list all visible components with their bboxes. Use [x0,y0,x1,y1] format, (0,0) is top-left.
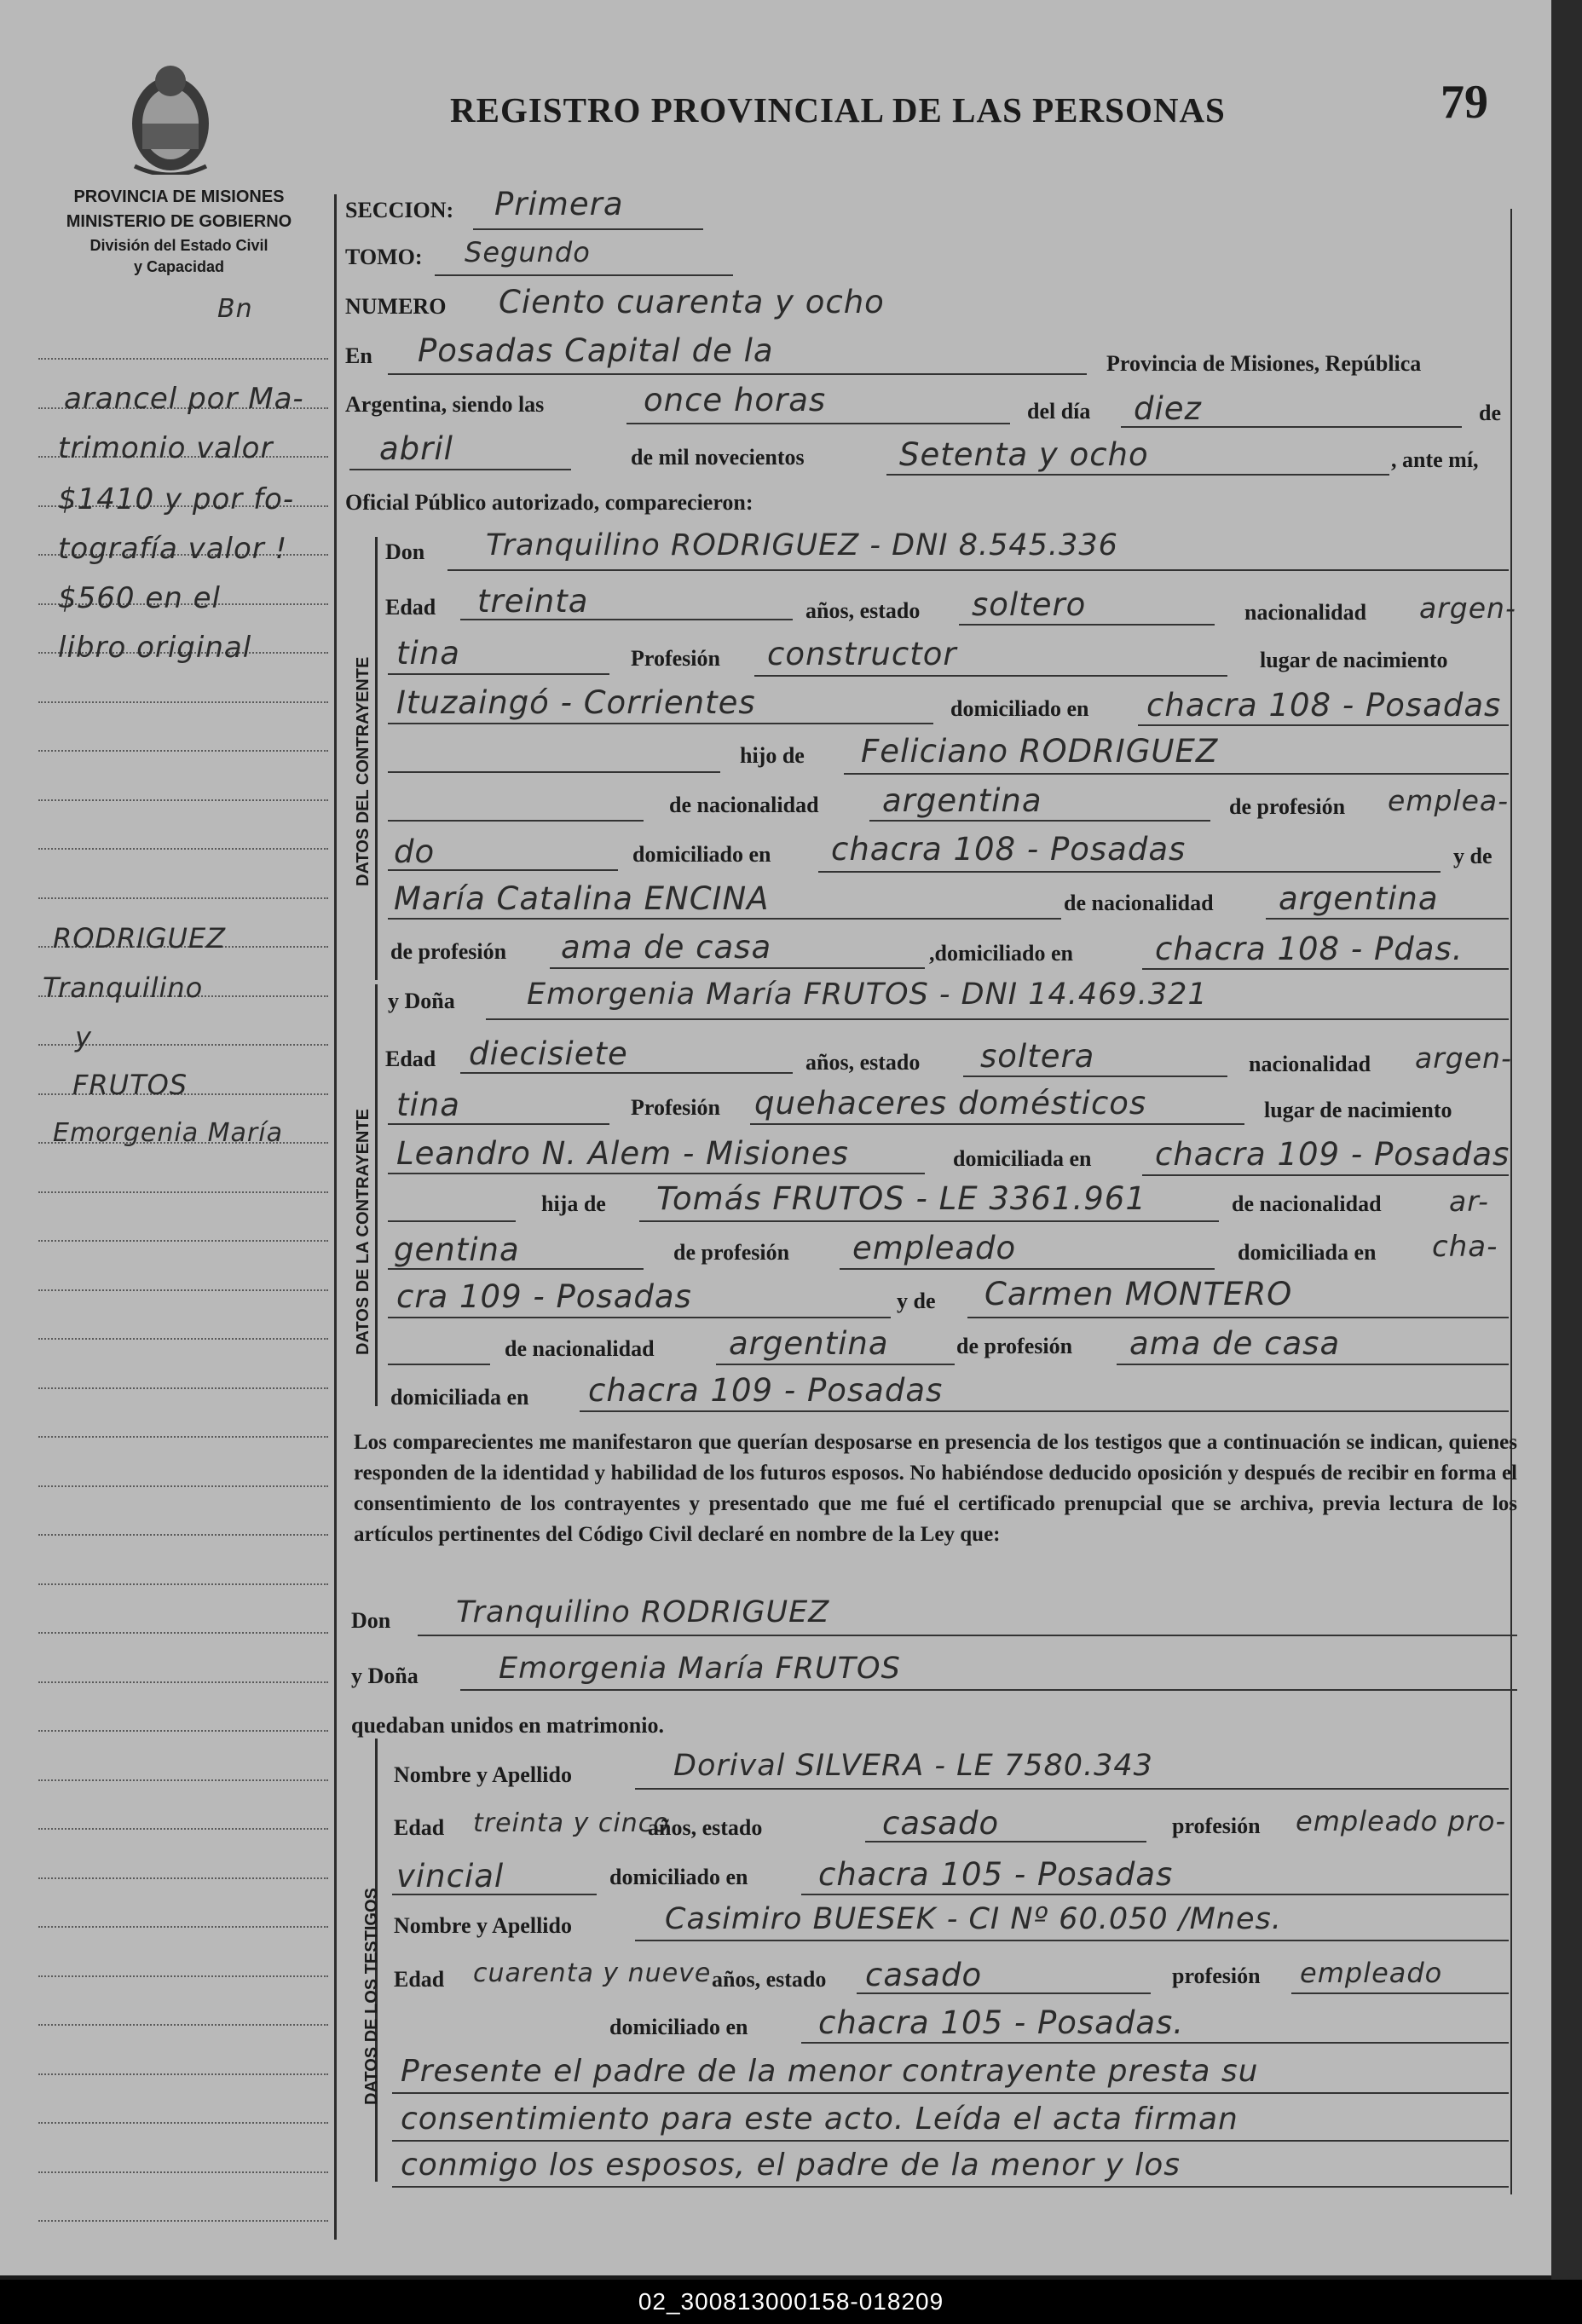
margin-rule [38,1338,328,1340]
underline [392,2140,1509,2142]
edad-label: Edad [385,595,436,620]
page-title: REGISTRO PROVINCIAL DE LAS PERSONAS [450,90,1226,130]
margin-note-line: libro original [58,631,252,665]
main-right-border [1510,209,1512,2194]
bride-age: diecisiete [469,1035,628,1072]
edad-label: Edad [394,1967,445,1992]
bride-underline [486,1018,1509,1020]
margin-rule [38,2220,328,2222]
groom-father-profession: emplea- [1388,784,1509,817]
underline [460,1072,793,1074]
bride-mother-profession: ama de casa [1129,1325,1341,1362]
underline [388,820,644,822]
margin-name-line: y [75,1021,92,1053]
closing-note-line: consentimiento para este acto. Leída el acta firman [401,2102,1238,2137]
anos-estado-label: años, estado [648,1815,763,1840]
anio-underline [886,474,1389,476]
underline [580,1410,1509,1412]
groom-mother-address: chacra 108 - Pdas. [1155,931,1464,967]
bride-father-address: cha- [1432,1230,1498,1264]
coat-of-arms-icon [119,47,222,175]
lugar-nac-label: lugar de nacimiento [1264,1098,1452,1122]
margin-rule [38,358,328,360]
margin-rule [38,1485,328,1487]
underline [550,967,925,969]
underline [388,869,618,871]
underline [801,2042,1509,2044]
underline [388,1173,925,1174]
bride-address: chacra 109 - Posadas [1155,1136,1510,1173]
provincia-label: Provincia de Misiones, República [1106,351,1422,376]
profesion-label: profesión [1172,1964,1261,1988]
underline [388,1220,516,1222]
y-de-label: y de [1453,844,1493,868]
don-label: Don [385,539,425,564]
contrayente-f-section-label: DATOS DE LA CONTRAYENTE [354,1109,372,1355]
underline [388,1364,490,1365]
profesion-label: profesión [1172,1814,1261,1838]
underline [963,1075,1227,1077]
margin-rule [38,2024,328,2026]
groom-father: Feliciano RODRIGUEZ [861,733,1219,770]
nombre-apellido-label: Nombre y Apellido [394,1762,572,1787]
bride-mother-address: chacra 109 - Posadas [588,1372,944,1409]
witness2-age: cuarenta y nueve [473,1958,712,1988]
margin-rule [38,1877,328,1879]
closing-note-line: Presente el padre de la menor contrayente presta su [401,2054,1259,2089]
underline [967,1317,1509,1318]
folio-number: 79 [1441,76,1488,129]
declaration-paragraph: Los comparecientes me manifestaron que querían desposarse en presencia de los testigos que a continuación se indican, quienes responden de la identidad y habilidad de los futuros esposos. No habiéndose deducido oposición y después de recibir en forma el consentimiento de los contrayentes y presentado que me fué el certificado prenupcial que se archiva, previa lectura de los artículos pertinentes del Código Civil declaré en nombre de la Ley que: [354,1431,1517,1546]
bride-status: soltera [980,1038,1095,1075]
groom-father-profession-cont: do [394,833,436,870]
numero-label: NUMERO [345,294,447,319]
lugar-value: Posadas Capital de la [418,332,774,369]
nacionalidad-label: nacionalidad [1249,1052,1371,1076]
province-header [34,187,324,276]
underline [844,773,1509,775]
witness1-age: treinta y cinco [473,1808,670,1838]
margin-rule [38,1191,328,1193]
declared-bride: Emorgenia María FRUTOS [499,1652,901,1686]
underline [388,1268,644,1270]
underline [754,675,1227,677]
lugar-nac-label: lugar de nacimiento [1260,648,1448,672]
margin-rule [38,1289,328,1291]
groom-address: chacra 108 - Posadas [1146,687,1502,724]
domiciliada-label: domiciliada en [953,1146,1092,1171]
underline [392,2092,1509,2094]
groom-nationality: argen- [1419,591,1516,625]
underline [865,1841,1146,1842]
underline [388,1123,609,1125]
witness1-status: casado [882,1805,1000,1842]
underline [388,673,609,675]
underline [818,871,1441,873]
numero-value: Ciento cuarenta y ocho [499,284,885,320]
margin-rule [38,799,328,801]
underline [639,1220,1219,1222]
witness1-address: chacra 105 - Posadas [818,1856,1174,1893]
bride-mother-nationality: argentina [729,1325,889,1362]
profesion-label: Profesión [631,646,720,671]
don-label: Don [351,1608,391,1633]
groom-underline [447,569,1509,571]
margin-rule [38,1828,328,1830]
edad-label: Edad [385,1047,436,1071]
margin-note-line: arancel por Ma- [64,382,304,416]
bride-nationality-cont: tina [396,1087,460,1123]
margin-rule [38,897,328,899]
de-nacionalidad-label: de nacionalidad [1064,891,1214,915]
bride-father-profession: empleado [852,1230,1017,1266]
file-id-footer: 02_300813000158-018209 [0,2280,1582,2324]
underline [1142,1174,1509,1176]
groom-mother-profession: ama de casa [561,929,772,966]
anio-value: Setenta y ocho [899,436,1149,473]
bride-father: Tomás FRUTOS - LE 3361.961 [656,1180,1146,1217]
underline [1142,968,1509,970]
nacionalidad-label: nacionalidad [1244,600,1367,625]
margin-rule [38,1681,328,1683]
margin-rule [38,1779,328,1781]
ministry-line: MINISTERIO DE GOBIERNO [66,212,292,231]
section-bracket [375,537,378,980]
bride-birthplace: Leandro N. Alem - Misiones [396,1135,849,1172]
de-profesion-label: de profesión [956,1334,1073,1358]
mes-underline [349,469,571,470]
underline [460,619,793,620]
witness2-name: Casimiro BUESEK - CI Nº 60.050 /Mnes. [665,1902,1282,1936]
main-left-border [334,194,337,2240]
witness1-profession-cont: vincial [396,1858,505,1894]
ante-mi-label: , ante mí, [1391,447,1479,472]
de-profesion-label: de profesión [1229,794,1346,819]
hija-de-label: hija de [541,1191,606,1216]
bride-nationality: argen- [1415,1041,1512,1075]
de-nacionalidad-label: de nacionalidad [1232,1191,1382,1216]
margin-note-line: $560 en el [58,581,221,615]
dia-value: diez [1134,390,1202,427]
bride-father-nationality-cont: gentina [394,1231,520,1268]
initials: Bn [217,294,253,324]
anos-estado-label: años, estado [805,598,921,623]
groom-mother: María Catalina ENCINA [394,880,770,917]
margin-name-line: Emorgenia María [53,1118,283,1148]
unidos-label: quedaban unidos en matrimonio. [351,1713,664,1738]
margin-rule [38,2122,328,2124]
groom-profession: constructor [767,636,957,672]
underline [716,1364,955,1365]
underline [959,624,1215,626]
margin-rule [38,1534,328,1536]
underline [857,1992,1151,1994]
underline [460,1689,1517,1691]
witness2-address: chacra 105 - Posadas. [818,2004,1185,2041]
domiciliada-label: domiciliada en [1238,1240,1377,1265]
witness2-profession: empleado [1300,1957,1443,1989]
margin-note-line: tografía valor ! [58,532,288,566]
underline [388,918,1061,920]
margin-name-line: Tranquilino [43,972,204,1004]
closing-note-line: conmigo los esposos, el padre de la menor y los [401,2148,1181,2183]
anos-estado-label: años, estado [805,1050,921,1075]
margin-rule [38,750,328,752]
declared-groom: Tranquilino RODRIGUEZ [456,1595,830,1629]
section-bracket [375,984,378,1406]
margin-rule [38,1436,328,1438]
groom-birthplace: Ituzaingó - Corrientes [396,684,756,721]
margin-note-line: trimonio valor [58,431,274,465]
underline [1266,918,1509,920]
bride-father-address-cont: cra 109 - Posadas [396,1278,692,1315]
de-profesion-label: de profesión [673,1240,790,1265]
underline [388,771,720,773]
y-dona-label: y Doña [351,1664,419,1688]
domiciliado-label: domiciliado en [950,696,1089,721]
bride-father-nationality: ar- [1449,1185,1489,1218]
groom-age: treinta [477,583,589,620]
lugar-underline [388,373,1087,375]
margin-rule [38,1240,328,1242]
profesion-label: Profesión [631,1095,720,1120]
edad-label: Edad [394,1815,445,1840]
margin-rule [38,1583,328,1585]
margin-note-line: $1410 y por fo- [58,482,295,516]
contrayente-section-label: DATOS DEL CONTRAYENTE [354,656,372,886]
underline [801,1894,1509,1895]
de-nacionalidad-label: de nacionalidad [505,1336,655,1361]
del-dia-label: del día [1027,399,1091,424]
underline [392,1894,597,1895]
hora-value: once horas [644,382,827,418]
domiciliada-label: domiciliada en [390,1385,529,1410]
y-de-label: y de [897,1289,936,1313]
de-mil-label: de mil novecientos [631,445,805,470]
dia-underline [1121,426,1462,428]
bride-profession: quehaceres domésticos [754,1085,1147,1122]
margin-name-line: FRUTOS [72,1069,188,1101]
margin-rule [38,1730,328,1732]
hora-underline [626,423,1010,424]
underline [1291,1992,1509,1994]
groom-status: soltero [972,586,1087,623]
tomo-value: Segundo [465,236,591,268]
groom-father-nationality: argentina [882,782,1042,819]
testigos-section-label: DATOS DE LOS TESTIGOS [362,1888,381,2105]
groom-name: Tranquilino RODRIGUEZ - DNI 8.545.336 [486,528,1118,562]
mes-value: abril [379,430,453,467]
de-label: de [1479,401,1501,425]
groom-mother-nationality: argentina [1279,880,1439,917]
underline [388,1317,891,1318]
underline [635,1940,1509,1941]
groom-nationality-cont: tina [396,635,460,672]
margin-rule [38,848,328,850]
domiciliado-label: domiciliado en [609,1865,748,1889]
underline [1138,724,1509,726]
y-dona-label: y Doña [388,989,455,1013]
oficial-label: Oficial Público autorizado, comparecieron: [345,490,753,515]
de-nacionalidad-label: de nacionalidad [669,793,819,817]
seccion-underline [473,228,703,230]
hijo-de-label: hijo de [740,743,805,768]
margin-name-line: RODRIGUEZ [53,922,227,954]
capacity-line: y Capacidad [133,258,225,275]
groom-father-address: chacra 108 - Posadas [831,831,1186,868]
argentina-label: Argentina, siendo las [345,392,545,417]
domiciliado-label: domiciliado en [609,2015,748,2039]
margin-rule [38,2171,328,2173]
underline [869,820,1210,822]
nombre-apellido-label: Nombre y Apellido [394,1913,572,1938]
anos-estado-label: años, estado [712,1967,827,1992]
margin-rule [38,1926,328,1928]
tomo-underline [435,274,733,276]
witness1-name: Dorival SILVERA - LE 7580.343 [673,1749,1153,1783]
underline [418,1635,1517,1636]
bride-name: Emorgenia María FRUTOS - DNI 14.469.321 [527,977,1208,1012]
domiciliado-label: domiciliado en [632,842,771,867]
underline [840,1268,1215,1270]
witness1-profession: empleado pro- [1296,1805,1507,1837]
underline [750,1123,1244,1125]
domiciliado-label: ,domiciliado en [929,941,1074,966]
margin-rule [38,1975,328,1977]
en-label: En [345,343,372,368]
underline [392,2186,1509,2188]
tomo-label: TOMO: [345,245,423,269]
margin-rule [38,701,328,703]
underline [1117,1364,1509,1365]
de-profesion-label: de profesión [390,939,507,964]
witness2-status: casado [865,1957,983,1993]
division-line: División del Estado Civil [89,237,268,254]
underline [388,723,933,724]
bride-mother: Carmen MONTERO [984,1276,1293,1312]
seccion-value: Primera [494,186,624,222]
underline [635,1788,1509,1790]
province-line: PROVINCIA DE MISIONES [73,187,285,206]
margin-rule [38,1632,328,1634]
seccion-label: SECCION: [345,198,454,222]
margin-rule [38,1387,328,1389]
margin-rule [38,2073,328,2075]
page-edge [1551,0,1582,2284]
